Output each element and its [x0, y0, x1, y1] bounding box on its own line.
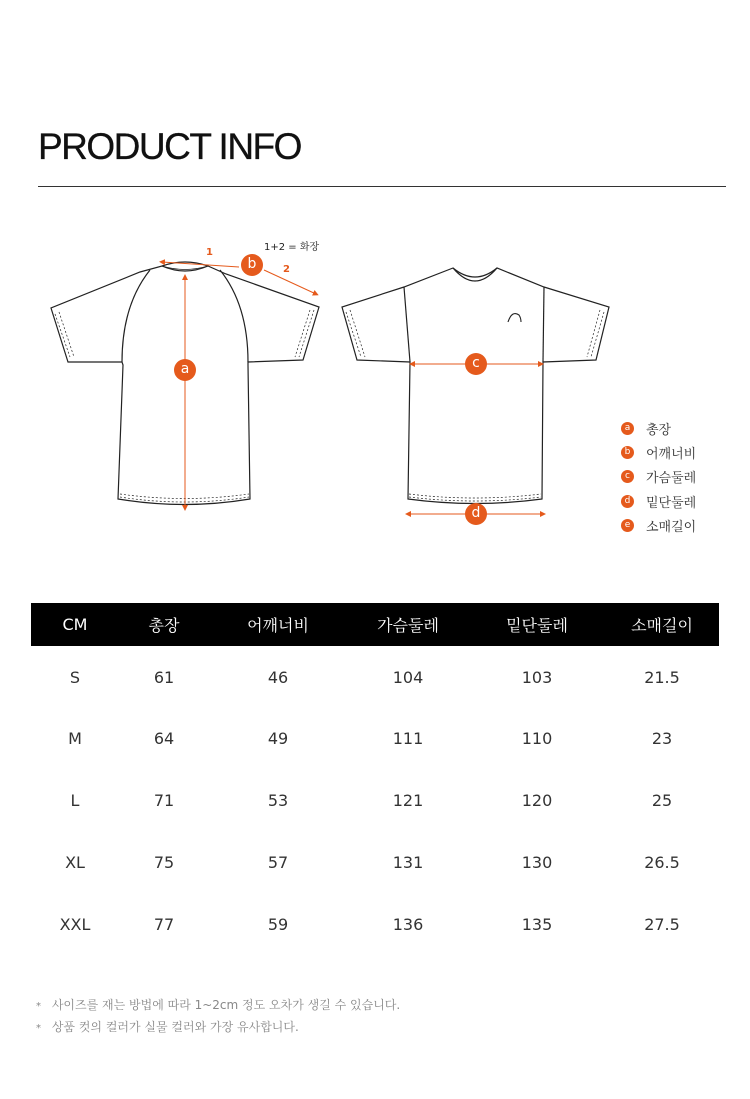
- table-cell: M: [68, 729, 82, 749]
- note-text: 상품 컷의 컬러가 실물 컬러와 가장 유사합니다.: [51, 1020, 299, 1034]
- table-cell: 23: [651, 729, 673, 749]
- legend-item: [621, 489, 696, 513]
- table-cell: 53: [267, 790, 289, 810]
- legend-label: 소매길이: [646, 520, 697, 536]
- table-row: [31, 708, 719, 770]
- marker-a-icon: a: [174, 359, 196, 381]
- table-cell: 121: [392, 790, 424, 810]
- legend-b-icon: b: [621, 446, 634, 459]
- table-cell: 59: [267, 914, 289, 934]
- column-header: 총장: [148, 616, 180, 635]
- table-row: [31, 646, 719, 708]
- table-cell: 130: [521, 852, 553, 872]
- table-cell: 136: [392, 914, 424, 934]
- table-cell: 61: [153, 668, 175, 688]
- legend-item: [621, 465, 696, 489]
- table-cell: 26.5: [644, 852, 680, 872]
- table-cell: 110: [521, 729, 553, 749]
- column-header: 어깨너비: [247, 616, 309, 635]
- table-cell: 27.5: [644, 914, 680, 934]
- table-cell: 120: [521, 790, 553, 810]
- table-cell: S: [69, 668, 81, 688]
- table-cell: 57: [267, 852, 289, 872]
- column-header: 밑단둘레: [506, 616, 568, 635]
- legend-item: [621, 440, 696, 464]
- table-cell: L: [70, 790, 80, 810]
- table-cell: 75: [153, 852, 175, 872]
- dim-number-2: 2: [283, 264, 290, 275]
- marker-c-icon: c: [465, 353, 487, 375]
- marker-d-icon: d: [465, 503, 487, 525]
- table-cell: 21.5: [644, 668, 680, 688]
- table-cell: 77: [153, 914, 175, 934]
- dim-number-1: 1: [206, 247, 213, 258]
- size-table: [31, 603, 719, 955]
- table-cell: 64: [153, 729, 175, 749]
- table-cell: 135: [521, 914, 553, 934]
- table-row: [31, 831, 719, 893]
- table-cell: 103: [521, 668, 553, 688]
- table-cell: 49: [267, 729, 289, 749]
- table-cell: 46: [267, 668, 289, 688]
- measurement-legend: [621, 416, 696, 538]
- legend-e-icon: e: [621, 519, 634, 532]
- table-cell: 104: [392, 668, 424, 688]
- measurement-lines: [162, 262, 543, 514]
- table-cell: XXL: [59, 914, 91, 934]
- legend-d-icon: d: [621, 495, 634, 508]
- table-cell: 71: [153, 790, 175, 810]
- tshirt-front-view: [342, 268, 609, 504]
- legend-label: 총장: [646, 422, 672, 438]
- table-cell: 111: [392, 729, 424, 749]
- legend-label: 어깨너비: [646, 447, 697, 463]
- asterisk-icon: *: [36, 1023, 41, 1034]
- disclaimer-notes: [36, 995, 400, 1039]
- note-line: [36, 1017, 400, 1039]
- legend-item: [621, 514, 696, 538]
- sleeve-formula: 1+2 = 화장: [264, 242, 320, 253]
- table-cell: 131: [392, 852, 424, 872]
- column-header: 가슴둘레: [377, 616, 439, 635]
- head-logo-icon: [508, 314, 521, 322]
- table-cell: XL: [65, 852, 85, 872]
- table-row: [31, 893, 719, 955]
- column-header: CM: [62, 615, 88, 634]
- legend-label: 가슴둘레: [646, 471, 697, 487]
- legend-label: 밑단둘레: [646, 495, 697, 511]
- table-header-row: [31, 603, 719, 646]
- legend-c-icon: c: [621, 470, 634, 483]
- page-title: PRODUCT INFO: [38, 126, 301, 167]
- legend-item: [621, 416, 696, 440]
- asterisk-icon: *: [36, 1001, 41, 1012]
- note-line: [36, 995, 400, 1017]
- note-text: 사이즈를 재는 방법에 따라 1~2cm 정도 오차가 생길 수 있습니다.: [51, 998, 401, 1012]
- marker-b-icon: b: [241, 254, 263, 276]
- column-header: 소매길이: [631, 616, 693, 635]
- table-row: [31, 770, 719, 832]
- legend-a-icon: a: [621, 422, 634, 435]
- table-cell: 25: [651, 790, 673, 810]
